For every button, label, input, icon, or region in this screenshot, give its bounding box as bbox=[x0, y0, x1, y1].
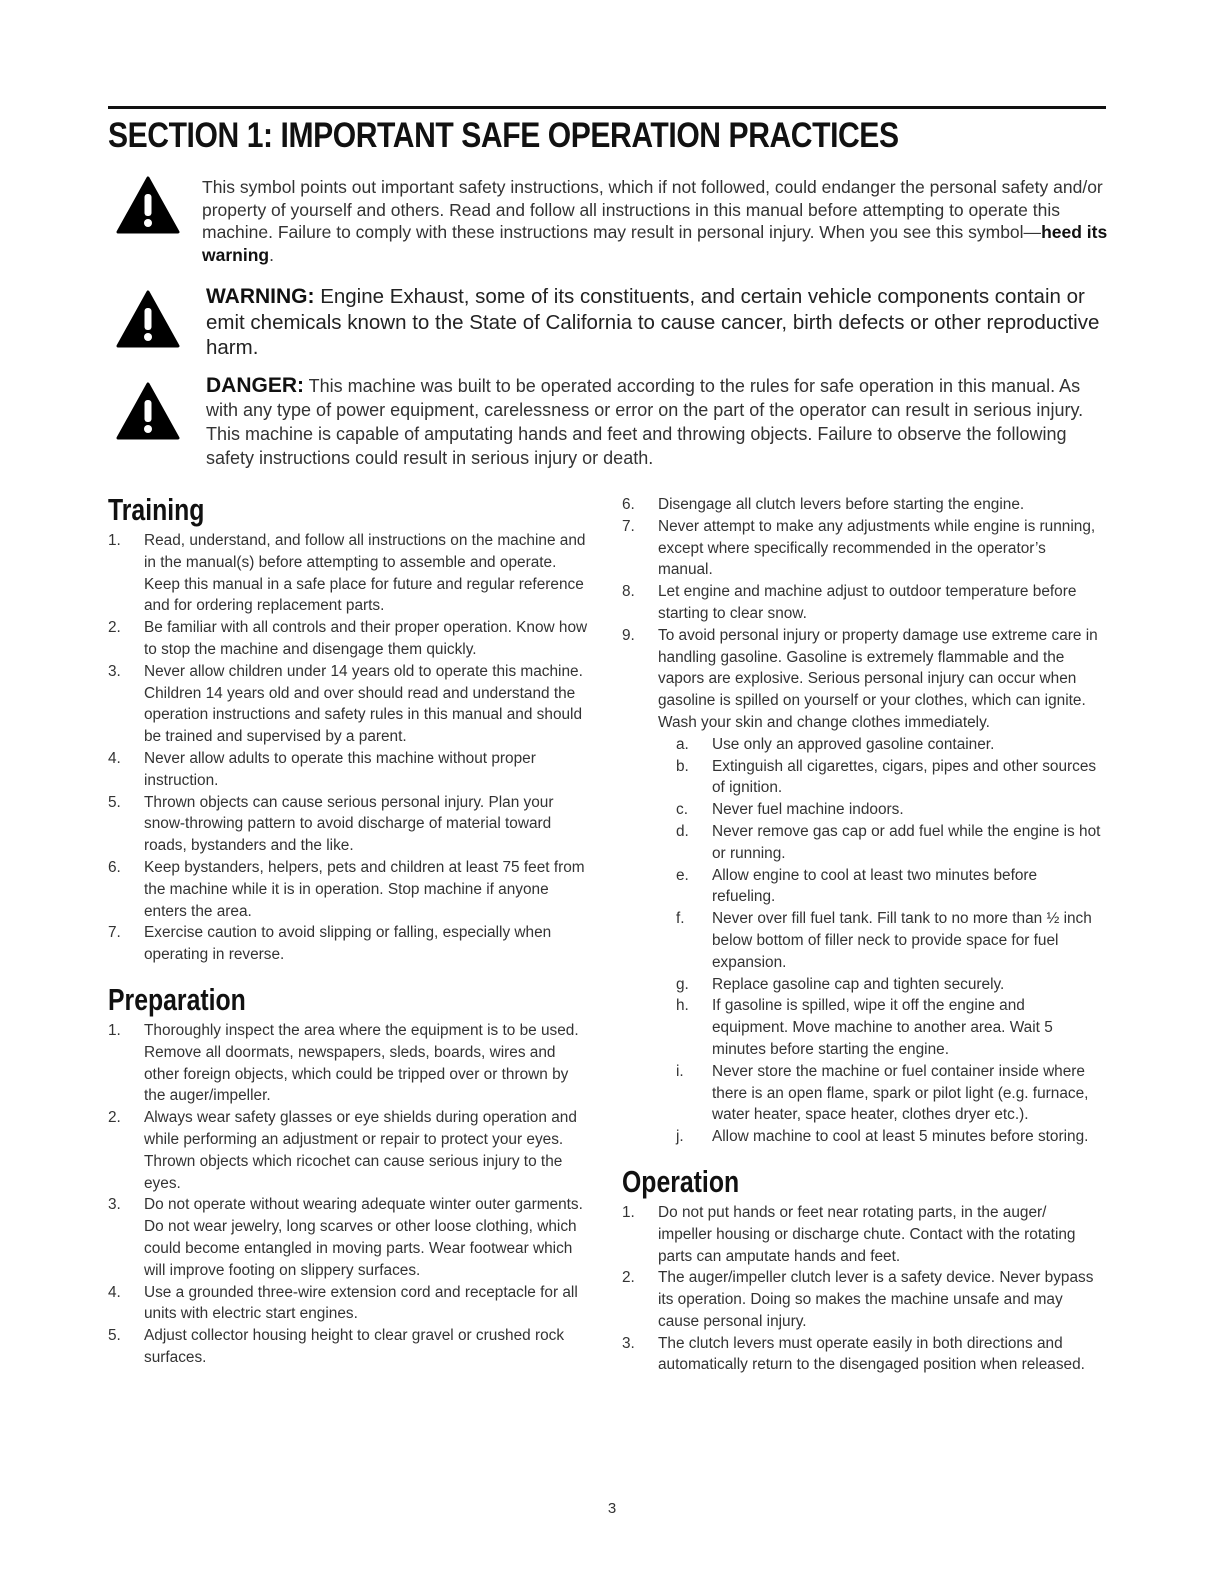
training-list bbox=[108, 530, 588, 966]
safety-symbol-text bbox=[202, 176, 1108, 266]
list-item: 9. To avoid personal injury or property damage use extreme care in handling gasoline. Gasoline is extremely flammable and the vapors are explosive. Serious personal injury can occur when gasoline is spilled on yourself or your clothes, which can ignite. Wash your skin and change clothes immediately. a. Use only an approved gasoline container. b. Extinguish all cigarettes, cigars, pipes and other sources of ignition. c. Never fuel machine indoors. d. Never remove gas cap or add fuel while the engine is hot or running. e. Allow engine to cool at least two minutes before refueling. f. Never over fill fuel tank. Fill tank to no more than ½ inch below bottom of filler neck to provide space for fuel expansion. g. Replace gasoline cap and tighten securely. h. If gasoline is spilled, wipe it off the engine and equipment. Move machine to another area. Wait 5 minutes before starting the engine. i. Never store the machine or fuel container inside where there is an open flame, spark or pilot light (e.g. furnace, water heater, space heater, clothes dryer etc.). j. Allow machine to cool at least 5 minutes before storing. bbox=[622, 625, 1102, 1148]
header-rule bbox=[108, 106, 1106, 109]
sub-list-item: c. Never fuel machine indoors. bbox=[676, 801, 904, 819]
warning-triangle-icon bbox=[116, 176, 180, 234]
operation-heading: Operation bbox=[622, 1163, 740, 1199]
right-column bbox=[622, 494, 1102, 1376]
sub-list-item: e. Allow engine to cool at least two minutes before refueling. bbox=[676, 866, 1038, 906]
danger-body: This machine was built to be operated according to the rules for safe operation in this manual. As with any type of power equipment, carelessness or error on the part of the operator can result in serious injury. This machine is capable of amputating hands and feet and throwing objects. Failure to observe the following safety instructions could result in serious injury or death. bbox=[206, 376, 1084, 468]
danger-label: DANGER: bbox=[206, 374, 304, 397]
preparation-list bbox=[108, 1020, 588, 1369]
list-item: 1. Read, understand, and follow all instructions on the machine and in the manual(s) before attempting to assemble and operate. Keep this manual in a safe place for future and regular reference and for ordering replacement parts. bbox=[108, 532, 586, 615]
sub-list-item: j. Allow machine to cool at least 5 minutes before storing. bbox=[676, 1128, 1089, 1146]
sub-list-item: a. Use only an approved gasoline container. bbox=[676, 735, 995, 753]
list-item: 2. The auger/impeller clutch lever is a safety device. Never bypass its operation. Doing so makes the machine unsafe and may cause personal injury. bbox=[622, 1269, 1094, 1330]
warning-body: Engine Exhaust, some of its constituents, and certain vehicle components contain or emit chemicals known to the State of California to cause cancer, birth defects or other reproductive harm. bbox=[206, 285, 1100, 359]
sub-list-item: i. Never store the machine or fuel container inside where there is an open flame, spark or pilot light (e.g. furnace, water heater, space heater, clothes dryer etc.). bbox=[676, 1062, 1089, 1124]
list-item: 5. Thrown objects can cause serious personal injury. Plan your snow-throwing pattern to avoid discharge of material toward roads, bystanders and the like. bbox=[108, 793, 554, 855]
sub-list-item: g. Replace gasoline cap and tighten securely. bbox=[676, 975, 1005, 993]
list-item: 1. Do not put hands or feet near rotating parts, in the auger/ impeller housing or discharge chute. Contact with the rotating parts can amputate hands and feet. bbox=[622, 1203, 1076, 1265]
list-item: 6. Keep bystanders, helpers, pets and children at least 75 feet from the machine while it is in operation. Stop machine if anyone enters the area. bbox=[108, 858, 585, 920]
preparation-heading: Preparation bbox=[108, 981, 246, 1017]
warning-text bbox=[206, 284, 1108, 361]
gasoline-sublist bbox=[658, 734, 1102, 1148]
list-item: 7. Exercise caution to avoid slipping or falling, especially when operating in reverse. bbox=[108, 924, 552, 964]
list-item: 4. Never allow adults to operate this machine without proper instruction. bbox=[108, 749, 536, 789]
list-item: 3. Do not operate without wearing adequate winter outer garments. Do not wear jewelry, long scarves or other loose clothing, which could become entangled in moving parts. Wear footwear which will improve footing on slippery surfaces. bbox=[108, 1196, 583, 1279]
danger-text bbox=[206, 374, 1108, 470]
warning-triangle-icon bbox=[116, 382, 180, 440]
list-item: 4. Use a grounded three-wire extension cord and receptacle for all units with electric start engines. bbox=[108, 1283, 578, 1323]
heed-warning-text: heed its warning bbox=[202, 222, 1108, 265]
list-item: 3. The clutch levers must operate easily in both directions and automatically return to the disengaged position when released. bbox=[622, 1334, 1085, 1374]
symbol-text-end: . bbox=[269, 244, 274, 265]
page-number: 3 bbox=[607, 1500, 617, 1517]
sub-list-item: d. Never remove gas cap or add fuel while the engine is hot or running. bbox=[676, 822, 1101, 862]
preparation-list-continued bbox=[622, 494, 1102, 1148]
warning-label: WARNING: bbox=[206, 285, 315, 308]
symbol-text-body: This symbol points out important safety instructions, which if not followed, could endanger the personal safety and/or property of yourself and others. Read and follow all instructions in this manual before attempting to operate this machine. Failure to comply with these instructions may result in personal injury. When you see this symbol— bbox=[202, 177, 1103, 242]
warning-triangle-icon bbox=[116, 290, 180, 348]
training-heading: Training bbox=[108, 492, 205, 527]
list-item: 7. Never attempt to make any adjustments while engine is running, except where specifically recommended in the operator’s manual. bbox=[622, 517, 1096, 579]
list-item: 2. Always wear safety glasses or eye shields during operation and while performing an adjustment or repair to protect your eyes. Thrown objects which ricochet can cause serious injury to the eyes. bbox=[108, 1109, 577, 1192]
sub-list-item: h. If gasoline is spilled, wipe it off the engine and equipment. Move machine to another area. Wait 5 minutes before starting the engine. bbox=[676, 997, 1053, 1058]
list-item: 1. Thoroughly inspect the area where the equipment is to be used. Remove all doormats, newspapers, sleds, boards, wires and other foreign objects, which could be tripped over or thrown by the auger/impeller. bbox=[108, 1021, 579, 1105]
list-item: 8. Let engine and machine adjust to outdoor temperature before starting to clear snow. bbox=[622, 583, 1077, 622]
list-item: 6. Disengage all clutch levers before starting the engine. bbox=[622, 496, 1025, 513]
sub-list-item: f. Never over fill fuel tank. Fill tank to no more than ½ inch below bottom of filler neck to provide space for fuel expansion. bbox=[676, 910, 1092, 971]
operation-list bbox=[622, 1202, 1102, 1376]
sub-list-item: b. Extinguish all cigarettes, cigars, pipes and other sources of ignition. bbox=[676, 757, 1097, 797]
list-item: 2. Be familiar with all controls and their proper operation. Know how to stop the machine and disengage them quickly. bbox=[108, 619, 588, 658]
list-item: 5. Adjust collector housing height to clear gravel or crushed rock surfaces. bbox=[108, 1327, 565, 1366]
left-column bbox=[108, 490, 588, 1369]
list-item: 3. Never allow children under 14 years old to operate this machine. Children 14 years old and over should read and understand the operation instructions and safety rules in this manual and should be trained and supervised by a parent. bbox=[108, 662, 583, 746]
section-title: SECTION 1: IMPORTANT SAFE OPERATION PRACTICES bbox=[108, 116, 899, 155]
